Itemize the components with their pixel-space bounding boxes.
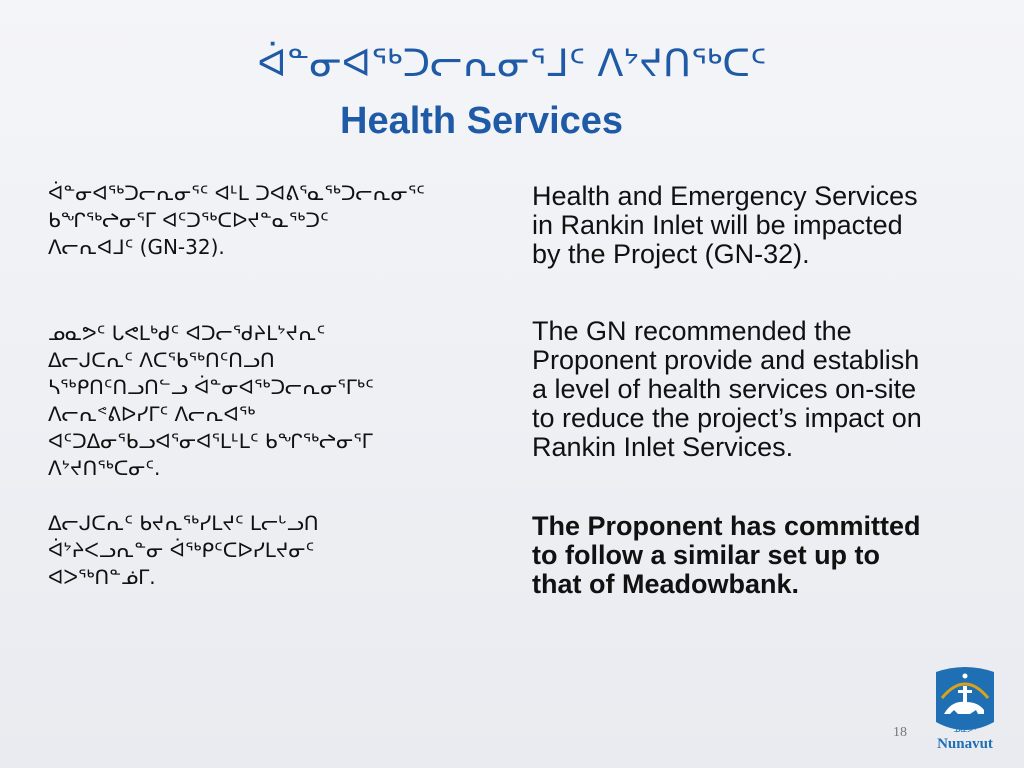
- nunavut-logo-icon: [930, 664, 1000, 754]
- text-line: Rankin Inlet Services.: [532, 432, 794, 462]
- text-line: The Proponent has committed: [532, 511, 921, 541]
- text-line: ᐊᐳᖅᑎᓐᓅᒥ.: [48, 565, 156, 589]
- page-number: 18: [893, 725, 907, 740]
- text-line: ᐋᓐᓂᐊᖅᑐᓕᕆᓂᕐᑦ ᐊᒻᒪ ᑐᐊᕕᕐᓇᖅᑐᓕᕆᓂᕐᑦ: [48, 181, 425, 205]
- text-line: ᓴᖅᑭᑎᑦᑎᓗᑎᓪᓗ ᐋᓐᓂᐊᖅᑐᓕᕆᓂᕐᒥᒃᑦ: [48, 375, 374, 399]
- logo-star: [963, 674, 968, 679]
- english-paragraph: [532, 182, 918, 269]
- text-line: ᐊᑦᑐᐃᓂᖃᓗᐊᕐᓂᐊᕐᒪᒻᒪᑦ ᑲᖏᖅᖠᓂᕐᒥ: [48, 429, 373, 453]
- text-line: that of Meadowbank.: [532, 569, 800, 599]
- text-line: in Rankin Inlet will be impacted: [532, 210, 903, 240]
- text-line: to reduce the project’s impact on: [532, 403, 922, 433]
- text-line: ᐃᓕᒍᑕᕆᑦ ᐱᑕᕐᑲᖅᑎᑦᑎᓗᑎ: [48, 348, 275, 372]
- syllabics-paragraph: [48, 180, 425, 261]
- text-line: ᐱᓕᕆᐊᒧᑦ (GN-32).: [48, 235, 225, 259]
- syllabics-paragraph: [48, 320, 374, 482]
- text-line: by the Project (GN-32).: [532, 239, 810, 269]
- text-line: Health and Emergency Services: [532, 181, 918, 211]
- text-line: Proponent provide and establish: [532, 345, 920, 375]
- text-line: to follow a similar set up to: [532, 540, 881, 570]
- title-english: Health Services: [340, 100, 624, 142]
- syllabics-paragraph: [48, 510, 318, 591]
- text-line: a level of health services on-site: [532, 374, 917, 404]
- text-line: ᐃᓕᒍᑕᕆᑦ ᑲᔪᕆᖅᓯᒪᔪᑦ ᒪᓕᒡᓗᑎ: [48, 511, 319, 535]
- text-line: The GN recommended the: [532, 316, 852, 346]
- text-line: ᐱᓕᕆᕝᕕᐅᓯᒥᑦ ᐱᓕᕆᐊᖅ: [48, 402, 256, 426]
- logo-wordmark: Nunavut: [937, 736, 993, 752]
- text-line: ᓄᓇᕗᑦ ᒐᕙᒪᒃᑯᑦ ᐊᑐᓕᖁᔨᒪᔾᔪᕆᑦ: [48, 321, 326, 345]
- english-paragraph: [532, 317, 922, 462]
- title-syllabics: ᐋᓐᓂᐊᖅᑐᓕᕆᓂᕐᒧᑦ ᐱᔾᔪᑎᖅᑕᑦ: [257, 41, 767, 85]
- text-line: ᐱᔾᔪᑎᖅᑕᓂᑦ.: [48, 456, 161, 480]
- text-line: ᐋᔾᔨᐸᓗᕆᓐᓂ ᐋᖅᑭᑦᑕᐅᓯᒪᔪᓂᑦ: [48, 538, 315, 562]
- logo-syllabics: ᓄᓇᕗᑦ: [953, 725, 977, 734]
- text-line: ᑲᖏᖅᖠᓂᕐᒥ ᐊᑦᑐᖅᑕᐅᔪᓐᓇᖅᑐᑦ: [48, 208, 329, 232]
- english-paragraph-bold: [532, 512, 921, 599]
